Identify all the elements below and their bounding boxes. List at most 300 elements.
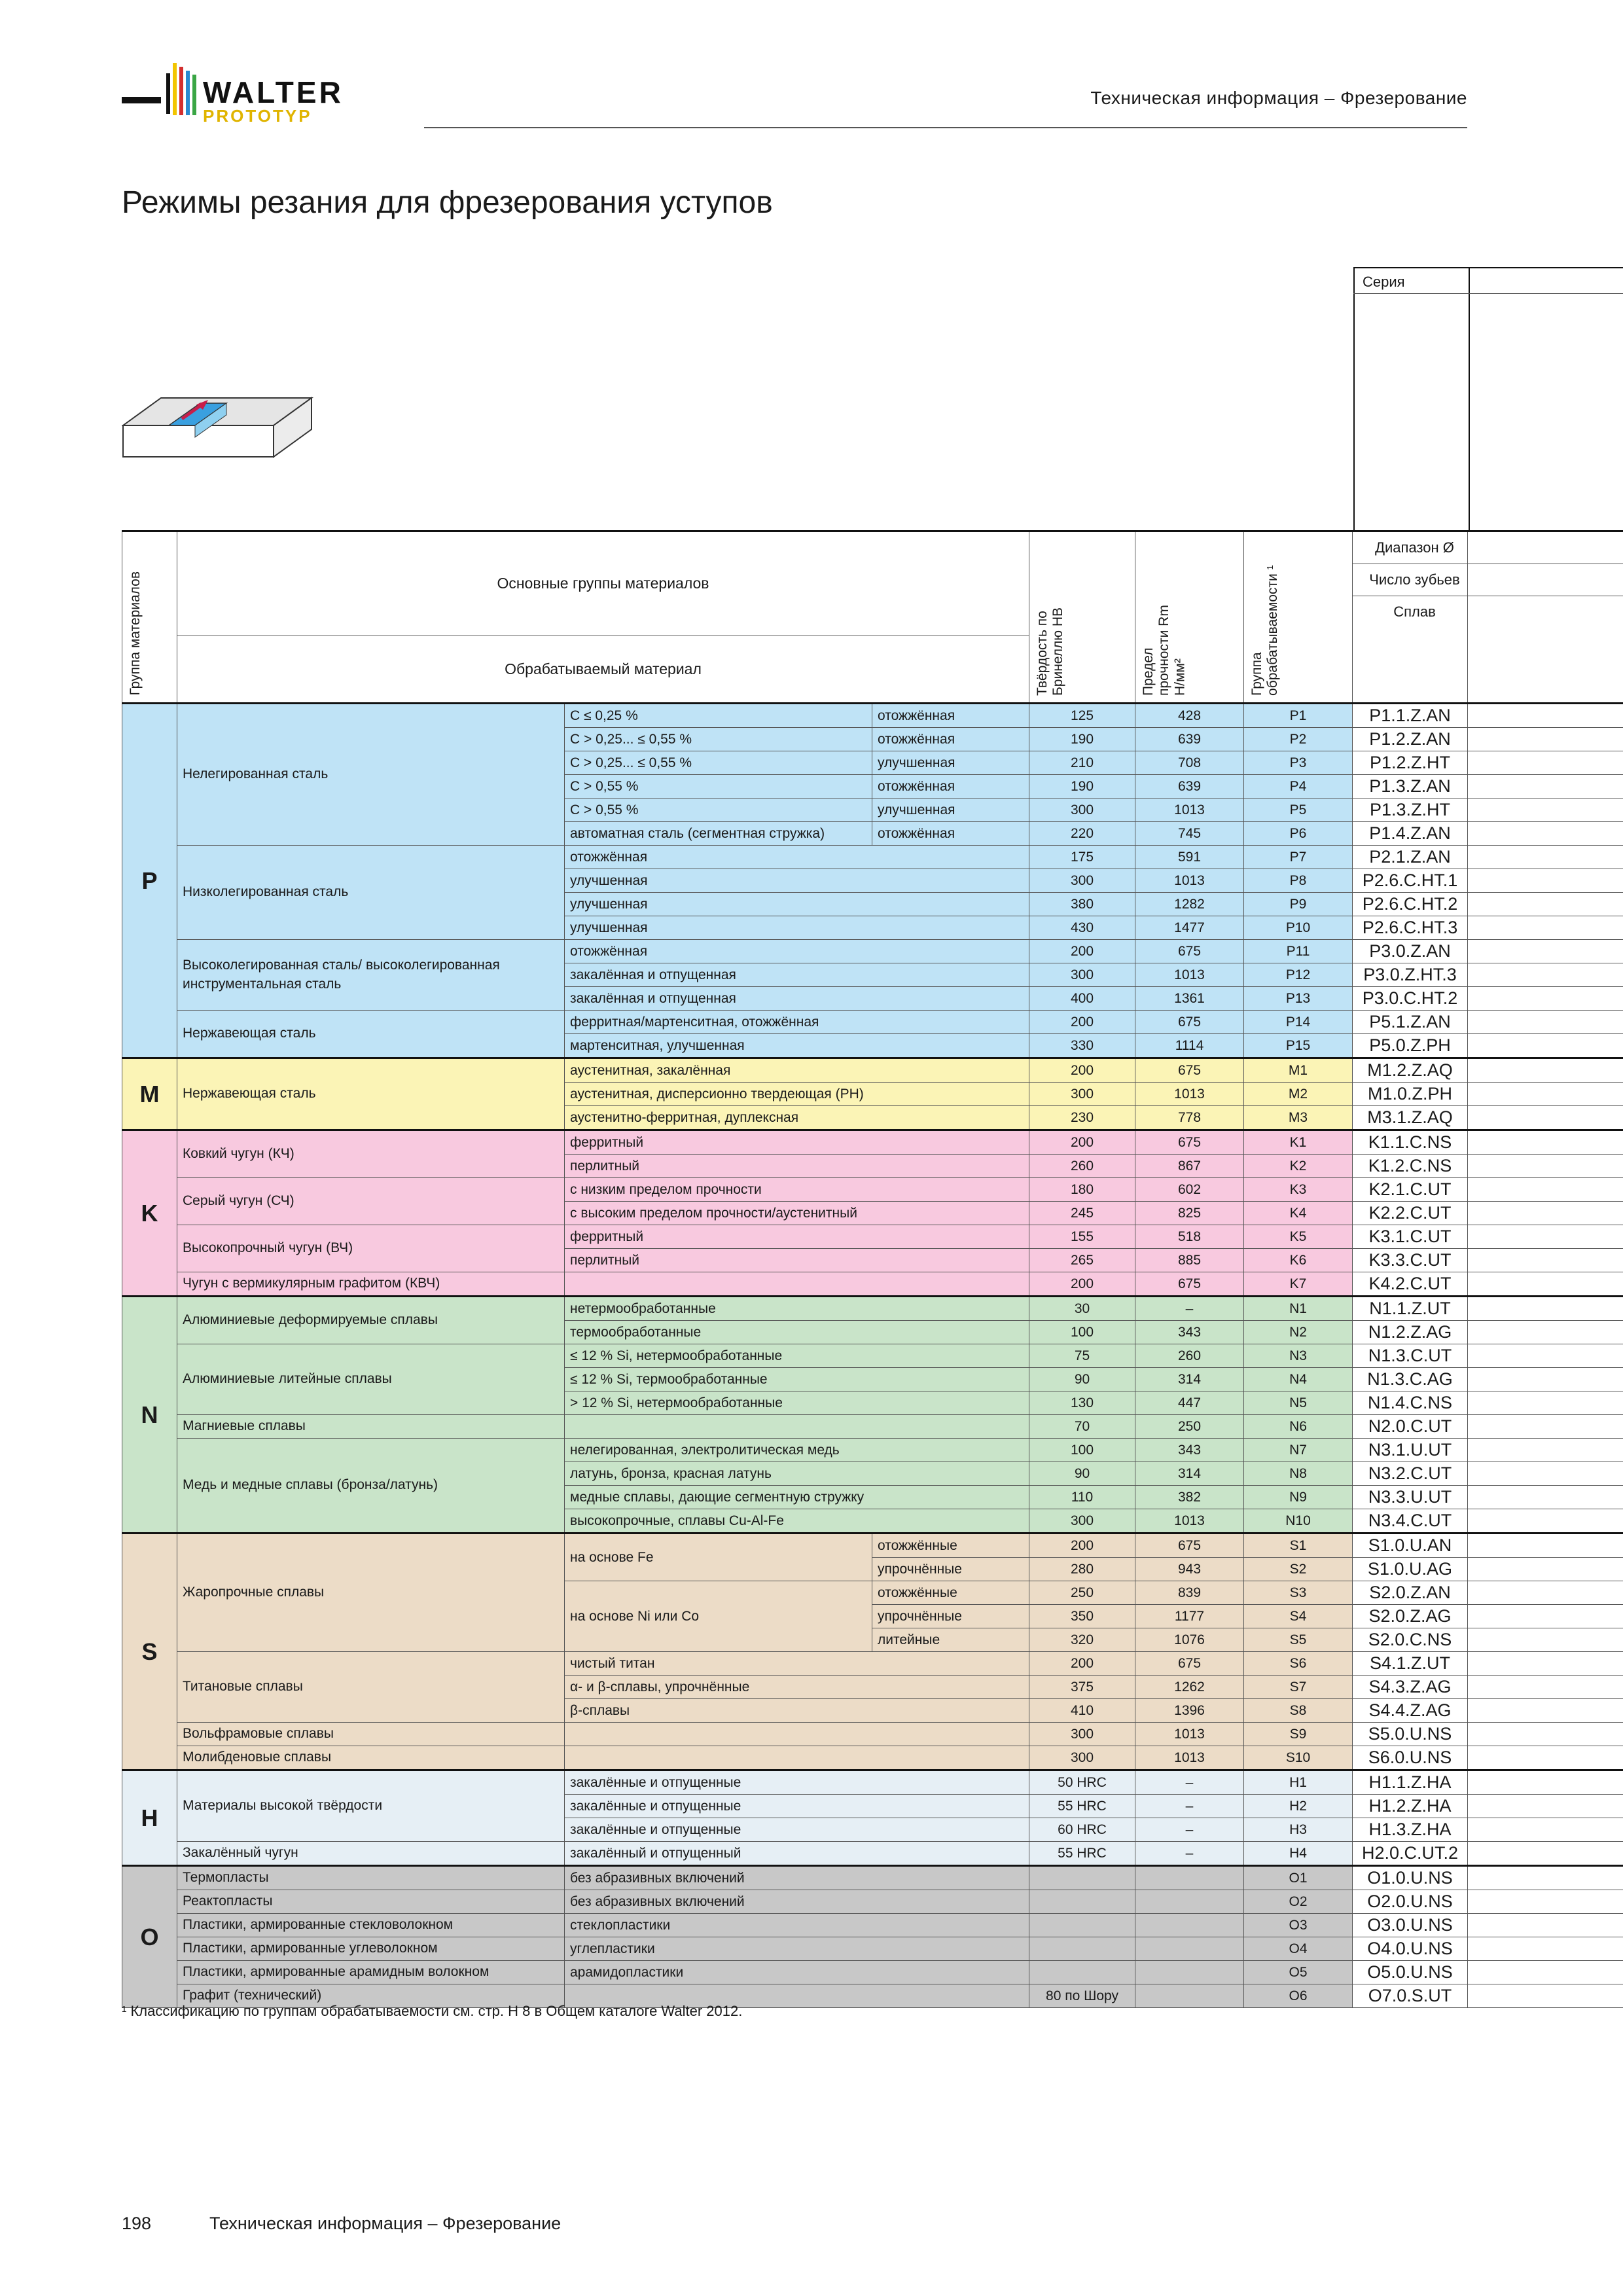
material-category: Пластики, армированные углеволокном bbox=[177, 1937, 565, 1961]
strength-value: 518 bbox=[1135, 1225, 1244, 1249]
material-code: S4.3.Z.AG bbox=[1353, 1676, 1468, 1699]
material-code: N3.4.C.UT bbox=[1353, 1509, 1468, 1534]
header-machined-material: Обрабатываемый материал bbox=[177, 636, 1029, 703]
machinability-group: K7 bbox=[1244, 1272, 1353, 1297]
empty-cell bbox=[1468, 1605, 1623, 1628]
material-category: Ковкий чугун (КЧ) bbox=[177, 1130, 565, 1178]
strength-value: 1013 bbox=[1135, 963, 1244, 987]
header-title: Техническая информация – Фрезерование bbox=[1090, 88, 1467, 108]
material-code: S4.4.Z.AG bbox=[1353, 1699, 1468, 1723]
series-header-box bbox=[1353, 267, 1623, 531]
material-subtype: ферритный bbox=[565, 1130, 1029, 1155]
material-code: P2.6.C.HT.3 bbox=[1353, 916, 1468, 940]
material-code: O2.0.U.NS bbox=[1353, 1890, 1468, 1914]
material-code: N1.4.C.NS bbox=[1353, 1391, 1468, 1415]
empty-cell bbox=[1468, 728, 1623, 751]
material-code: O5.0.U.NS bbox=[1353, 1961, 1468, 1984]
machinability-group: P14 bbox=[1244, 1011, 1353, 1034]
material-subtype: аустенитная, дисперсионно твердеющая (PH) bbox=[565, 1083, 1029, 1106]
material-category: Серый чугун (СЧ) bbox=[177, 1178, 565, 1225]
material-subtype: отожжённая bbox=[565, 940, 1029, 963]
footer-text: Техническая информация – Фрезерование bbox=[209, 2214, 562, 2233]
strength-value: 1013 bbox=[1135, 1746, 1244, 1770]
material-subtype: аустенитно-ферритная, дуплексная bbox=[565, 1106, 1029, 1130]
machinability-group: H2 bbox=[1244, 1795, 1353, 1818]
machinability-group: S7 bbox=[1244, 1676, 1353, 1699]
material-code: N3.3.U.UT bbox=[1353, 1486, 1468, 1509]
material-subtype: отожжённая bbox=[565, 846, 1029, 869]
empty-cell bbox=[1468, 1652, 1623, 1676]
empty-cell bbox=[1468, 1937, 1623, 1961]
material-code: O7.0.S.UT bbox=[1353, 1984, 1468, 2008]
material-code: K3.1.C.UT bbox=[1353, 1225, 1468, 1249]
material-code: O1.0.U.NS bbox=[1353, 1866, 1468, 1890]
table-row bbox=[122, 1723, 1623, 1746]
strength-value: – bbox=[1135, 1297, 1244, 1321]
machinability-group: S6 bbox=[1244, 1652, 1353, 1676]
empty-cell bbox=[1468, 1368, 1623, 1391]
empty-cell bbox=[1468, 1486, 1623, 1509]
group-letter: H bbox=[122, 1770, 177, 1866]
empty-cell bbox=[1468, 893, 1623, 916]
hardness-value: 30 bbox=[1029, 1297, 1135, 1321]
machinability-group: O5 bbox=[1244, 1961, 1353, 1984]
material-state: отожжённая bbox=[872, 775, 1029, 798]
teeth-label: Число зубьев bbox=[1353, 564, 1467, 596]
machinability-group: O3 bbox=[1244, 1914, 1353, 1937]
hardness-value: 220 bbox=[1029, 822, 1135, 846]
table-row bbox=[122, 1272, 1623, 1297]
header-material-group: Группа материалов bbox=[122, 531, 177, 704]
material-subtype bbox=[565, 1415, 1029, 1439]
empty-cell bbox=[1468, 1083, 1623, 1106]
machinability-group: N4 bbox=[1244, 1368, 1353, 1391]
material-category: Нержавеющая сталь bbox=[177, 1058, 565, 1130]
material-state: отожжённая bbox=[872, 822, 1029, 846]
strength-value: 343 bbox=[1135, 1439, 1244, 1462]
strength-value: 639 bbox=[1135, 775, 1244, 798]
strength-value: 1076 bbox=[1135, 1628, 1244, 1652]
material-subtype: > 12 % Si, нетермообработанные bbox=[565, 1391, 1029, 1415]
empty-cell bbox=[1468, 1509, 1623, 1534]
header-strength: Предел прочности Rm Н/мм² bbox=[1135, 531, 1244, 704]
material-code: M1.2.Z.AQ bbox=[1353, 1058, 1468, 1083]
machinability-group: M1 bbox=[1244, 1058, 1353, 1083]
table-row bbox=[122, 1937, 1623, 1961]
material-category: Нержавеющая сталь bbox=[177, 1011, 565, 1058]
empty-cell bbox=[1468, 1746, 1623, 1770]
strength-value: 1396 bbox=[1135, 1699, 1244, 1723]
hardness-value: 210 bbox=[1029, 751, 1135, 775]
empty-cell bbox=[1468, 1321, 1623, 1344]
material-code: S5.0.U.NS bbox=[1353, 1723, 1468, 1746]
strength-value bbox=[1135, 1866, 1244, 1890]
material-subtype: без абразивных включений bbox=[565, 1890, 1029, 1914]
hardness-value: 55 HRC bbox=[1029, 1842, 1135, 1866]
strength-value: 1013 bbox=[1135, 869, 1244, 893]
header-empty-column bbox=[1468, 531, 1623, 704]
hardness-value: 190 bbox=[1029, 728, 1135, 751]
material-category: Нелегированная сталь bbox=[177, 704, 565, 846]
material-subtype: улучшенная bbox=[565, 893, 1029, 916]
material-subtype: мартенситная, улучшенная bbox=[565, 1034, 1029, 1058]
material-code: P3.0.Z.AN bbox=[1353, 940, 1468, 963]
machinability-group: N3 bbox=[1244, 1344, 1353, 1368]
table-row bbox=[122, 1439, 1623, 1462]
strength-value: 250 bbox=[1135, 1415, 1244, 1439]
machinability-group: H4 bbox=[1244, 1842, 1353, 1866]
hardness-value: 125 bbox=[1029, 704, 1135, 728]
machinability-group: S4 bbox=[1244, 1605, 1353, 1628]
table-row bbox=[122, 1011, 1623, 1034]
material-subtype: ферритный bbox=[565, 1225, 1029, 1249]
hardness-value: 350 bbox=[1029, 1605, 1135, 1628]
material-state: литейные bbox=[872, 1628, 1029, 1652]
machinability-group: K4 bbox=[1244, 1202, 1353, 1225]
hardness-value: 430 bbox=[1029, 916, 1135, 940]
machinability-group: P9 bbox=[1244, 893, 1353, 916]
strength-value: 885 bbox=[1135, 1249, 1244, 1272]
material-subtype: ≤ 12 % Si, нетермообработанные bbox=[565, 1344, 1029, 1368]
strength-value: 639 bbox=[1135, 728, 1244, 751]
strength-value: – bbox=[1135, 1795, 1244, 1818]
strength-value bbox=[1135, 1937, 1244, 1961]
empty-cell bbox=[1468, 1914, 1623, 1937]
empty-cell bbox=[1468, 1462, 1623, 1486]
hardness-value: 410 bbox=[1029, 1699, 1135, 1723]
material-subtype: высокопрочные, сплавы Cu-Al-Fe bbox=[565, 1509, 1029, 1534]
material-category: Чугун с вермикулярным графитом (КВЧ) bbox=[177, 1272, 565, 1297]
hardness-value: 200 bbox=[1029, 940, 1135, 963]
material-code: S1.0.U.AN bbox=[1353, 1534, 1468, 1558]
empty-cell bbox=[1468, 1225, 1623, 1249]
hardness-value: 250 bbox=[1029, 1581, 1135, 1605]
strength-value: 1013 bbox=[1135, 1723, 1244, 1746]
material-code: P2.1.Z.AN bbox=[1353, 846, 1468, 869]
material-code: P2.6.C.HT.2 bbox=[1353, 893, 1468, 916]
empty-cell bbox=[1468, 1676, 1623, 1699]
machinability-group: O4 bbox=[1244, 1937, 1353, 1961]
header-tool-params bbox=[1353, 531, 1468, 704]
material-code: M3.1.Z.AQ bbox=[1353, 1106, 1468, 1130]
material-subtype: латунь, бронза, красная латунь bbox=[565, 1462, 1029, 1486]
material-subtype: закалённые и отпущенные bbox=[565, 1770, 1029, 1795]
empty-cell bbox=[1468, 1202, 1623, 1225]
empty-cell bbox=[1468, 1558, 1623, 1581]
hardness-value: 380 bbox=[1029, 893, 1135, 916]
hardness-value: 100 bbox=[1029, 1321, 1135, 1344]
strength-value: 675 bbox=[1135, 1652, 1244, 1676]
empty-cell bbox=[1468, 1178, 1623, 1202]
strength-value: 382 bbox=[1135, 1486, 1244, 1509]
hardness-value: 90 bbox=[1029, 1462, 1135, 1486]
empty-cell bbox=[1468, 1249, 1623, 1272]
material-category: Алюминиевые деформируемые сплавы bbox=[177, 1297, 565, 1344]
page-number: 198 bbox=[122, 2214, 152, 2233]
strength-value: 314 bbox=[1135, 1462, 1244, 1486]
material-category: Реактопласты bbox=[177, 1890, 565, 1914]
material-subtype: закалённая и отпущенная bbox=[565, 963, 1029, 987]
machinability-group: P2 bbox=[1244, 728, 1353, 751]
hardness-value: 320 bbox=[1029, 1628, 1135, 1652]
hardness-value: 100 bbox=[1029, 1439, 1135, 1462]
material-subtype: ферритная/мартенситная, отожжённая bbox=[565, 1011, 1029, 1034]
material-code: S4.1.Z.UT bbox=[1353, 1652, 1468, 1676]
machinability-group: P6 bbox=[1244, 822, 1353, 846]
strength-value: 708 bbox=[1135, 751, 1244, 775]
machinability-group: N9 bbox=[1244, 1486, 1353, 1509]
machinability-group: N1 bbox=[1244, 1297, 1353, 1321]
table-row bbox=[122, 1961, 1623, 1984]
material-code: P3.0.C.HT.2 bbox=[1353, 987, 1468, 1011]
machinability-group: M2 bbox=[1244, 1083, 1353, 1106]
material-code: N1.2.Z.AG bbox=[1353, 1321, 1468, 1344]
header-hardness: Твёрдость по Бринеллю HB bbox=[1029, 531, 1135, 704]
hardness-value: 200 bbox=[1029, 1011, 1135, 1034]
strength-value: 1262 bbox=[1135, 1676, 1244, 1699]
material-code: H2.0.C.UT.2 bbox=[1353, 1842, 1468, 1866]
machinability-group: P12 bbox=[1244, 963, 1353, 987]
empty-cell bbox=[1468, 1984, 1623, 2008]
material-state: отожжённые bbox=[872, 1534, 1029, 1558]
hardness-value: 260 bbox=[1029, 1155, 1135, 1178]
machinability-group: P7 bbox=[1244, 846, 1353, 869]
material-code: K1.2.C.NS bbox=[1353, 1155, 1468, 1178]
strength-value: 943 bbox=[1135, 1558, 1244, 1581]
material-state: упрочнённые bbox=[872, 1558, 1029, 1581]
machinability-group: P8 bbox=[1244, 869, 1353, 893]
machinability-group: N5 bbox=[1244, 1391, 1353, 1415]
material-category: Медь и медные сплавы (бронза/латунь) bbox=[177, 1439, 565, 1534]
hardness-value: 130 bbox=[1029, 1391, 1135, 1415]
hardness-value: 200 bbox=[1029, 1272, 1135, 1297]
hardness-value: 300 bbox=[1029, 963, 1135, 987]
material-category: Закалённый чугун bbox=[177, 1842, 565, 1866]
walter-prototyp-logo bbox=[122, 56, 403, 135]
material-subtype: без абразивных включений bbox=[565, 1866, 1029, 1890]
empty-cell bbox=[1468, 1866, 1623, 1890]
material-subtype: нелегированная, электролитическая медь bbox=[565, 1439, 1029, 1462]
hardness-value bbox=[1029, 1961, 1135, 1984]
material-state: улучшенная bbox=[872, 751, 1029, 775]
empty-cell bbox=[1468, 869, 1623, 893]
material-subtype: стеклопластики bbox=[565, 1914, 1029, 1937]
strength-value bbox=[1135, 1984, 1244, 2008]
material-subtype: углепластики bbox=[565, 1937, 1029, 1961]
hardness-value: 90 bbox=[1029, 1368, 1135, 1391]
material-category: Высоколегированная сталь/ высоколегированная инструментальная сталь bbox=[177, 940, 565, 1011]
material-subtype bbox=[565, 1272, 1029, 1297]
material-subtype: закалённая и отпущенная bbox=[565, 987, 1029, 1011]
table-row bbox=[122, 846, 1623, 869]
hardness-value: 70 bbox=[1029, 1415, 1135, 1439]
machinability-group: H3 bbox=[1244, 1818, 1353, 1842]
material-category: Термопласты bbox=[177, 1866, 565, 1890]
table-row bbox=[122, 1866, 1623, 1890]
empty-cell bbox=[1468, 1155, 1623, 1178]
machinability-group: N2 bbox=[1244, 1321, 1353, 1344]
empty-cell bbox=[1468, 1344, 1623, 1368]
strength-value: – bbox=[1135, 1818, 1244, 1842]
machinability-group: S9 bbox=[1244, 1723, 1353, 1746]
hardness-value: 230 bbox=[1029, 1106, 1135, 1130]
machinability-group: O6 bbox=[1244, 1984, 1353, 2008]
material-state: упрочнённые bbox=[872, 1605, 1029, 1628]
machinability-group: P15 bbox=[1244, 1034, 1353, 1058]
strength-value: 1013 bbox=[1135, 798, 1244, 822]
strength-value: 675 bbox=[1135, 1058, 1244, 1083]
strength-value: 675 bbox=[1135, 1534, 1244, 1558]
hardness-value: 400 bbox=[1029, 987, 1135, 1011]
hardness-value: 300 bbox=[1029, 798, 1135, 822]
material-subtype: C > 0,25... ≤ 0,55 % bbox=[565, 751, 872, 775]
strength-value: 675 bbox=[1135, 940, 1244, 963]
material-subtype: C > 0,55 % bbox=[565, 798, 872, 822]
empty-cell bbox=[1468, 1391, 1623, 1415]
empty-cell bbox=[1468, 1961, 1623, 1984]
material-code: H1.1.Z.HA bbox=[1353, 1770, 1468, 1795]
material-subtype: перлитный bbox=[565, 1155, 1029, 1178]
group-letter: N bbox=[122, 1297, 177, 1534]
material-category: Титановые сплавы bbox=[177, 1652, 565, 1723]
machinability-group: O2 bbox=[1244, 1890, 1353, 1914]
strength-value: 825 bbox=[1135, 1202, 1244, 1225]
material-subtype: β-сплавы bbox=[565, 1699, 1029, 1723]
material-code: H1.3.Z.HA bbox=[1353, 1818, 1468, 1842]
table-row bbox=[122, 1225, 1623, 1249]
material-category: Пластики, армированные стекловолокном bbox=[177, 1914, 565, 1937]
group-letter: M bbox=[122, 1058, 177, 1130]
empty-cell bbox=[1468, 1842, 1623, 1866]
machinability-group: S5 bbox=[1244, 1628, 1353, 1652]
hardness-value: 200 bbox=[1029, 1130, 1135, 1155]
strength-value: 602 bbox=[1135, 1178, 1244, 1202]
hardness-value: 280 bbox=[1029, 1558, 1135, 1581]
hardness-value: 200 bbox=[1029, 1058, 1135, 1083]
machinability-group: S1 bbox=[1244, 1534, 1353, 1558]
material-state: улучшенная bbox=[872, 798, 1029, 822]
series-label: Серия bbox=[1363, 274, 1405, 290]
material-code: M1.0.Z.PH bbox=[1353, 1083, 1468, 1106]
empty-cell bbox=[1468, 798, 1623, 822]
material-code: N1.1.Z.UT bbox=[1353, 1297, 1468, 1321]
machinability-group: N8 bbox=[1244, 1462, 1353, 1486]
material-subtype bbox=[565, 1746, 1029, 1770]
hardness-value: 75 bbox=[1029, 1344, 1135, 1368]
material-category: Графит (технический) bbox=[177, 1984, 565, 2008]
hardness-value: 245 bbox=[1029, 1202, 1135, 1225]
group-letter: S bbox=[122, 1534, 177, 1770]
empty-cell bbox=[1468, 1818, 1623, 1842]
material-code: P1.3.Z.AN bbox=[1353, 775, 1468, 798]
strength-value: 867 bbox=[1135, 1155, 1244, 1178]
hardness-value: 50 HRC bbox=[1029, 1770, 1135, 1795]
strength-value: 447 bbox=[1135, 1391, 1244, 1415]
empty-cell bbox=[1468, 822, 1623, 846]
material-code: P1.2.Z.AN bbox=[1353, 728, 1468, 751]
machinability-group: K2 bbox=[1244, 1155, 1353, 1178]
machinability-group: P10 bbox=[1244, 916, 1353, 940]
material-category: Магниевые сплавы bbox=[177, 1415, 565, 1439]
machinability-group: P3 bbox=[1244, 751, 1353, 775]
empty-cell bbox=[1468, 1770, 1623, 1795]
material-category: Низколегированная сталь bbox=[177, 846, 565, 940]
hardness-value: 55 HRC bbox=[1029, 1795, 1135, 1818]
hardness-value: 60 HRC bbox=[1029, 1818, 1135, 1842]
logo-sub-text: PROTOTYP bbox=[203, 106, 312, 126]
material-subtype: автоматная сталь (сегментная стружка) bbox=[565, 822, 872, 846]
hardness-value bbox=[1029, 1890, 1135, 1914]
material-subtype: нетермообработанные bbox=[565, 1297, 1029, 1321]
page-title: Режимы резания для фрезерования уступов bbox=[122, 185, 773, 220]
strength-value: 675 bbox=[1135, 1130, 1244, 1155]
empty-cell bbox=[1468, 963, 1623, 987]
machinability-group: S3 bbox=[1244, 1581, 1353, 1605]
empty-cell bbox=[1468, 1795, 1623, 1818]
machinability-group: P11 bbox=[1244, 940, 1353, 963]
material-subtype: с низким пределом прочности bbox=[565, 1178, 1029, 1202]
machinability-group: O1 bbox=[1244, 1866, 1353, 1890]
material-code: S6.0.U.NS bbox=[1353, 1746, 1468, 1770]
strength-value: 314 bbox=[1135, 1368, 1244, 1391]
empty-cell bbox=[1468, 1297, 1623, 1321]
material-subtype: улучшенная bbox=[565, 869, 1029, 893]
machinability-group: K1 bbox=[1244, 1130, 1353, 1155]
material-code: P1.2.Z.HT bbox=[1353, 751, 1468, 775]
hardness-value: 300 bbox=[1029, 1509, 1135, 1534]
material-subtype: чистый титан bbox=[565, 1652, 1029, 1676]
machinability-group: N7 bbox=[1244, 1439, 1353, 1462]
empty-cell bbox=[1468, 1130, 1623, 1155]
empty-cell bbox=[1468, 704, 1623, 728]
hardness-value bbox=[1029, 1937, 1135, 1961]
empty-cell bbox=[1468, 1439, 1623, 1462]
material-code: S2.0.Z.AG bbox=[1353, 1605, 1468, 1628]
machinability-group: H1 bbox=[1244, 1770, 1353, 1795]
machinability-group: S8 bbox=[1244, 1699, 1353, 1723]
table-row bbox=[122, 1058, 1623, 1083]
hardness-value: 300 bbox=[1029, 1723, 1135, 1746]
strength-value: 591 bbox=[1135, 846, 1244, 869]
material-subtype: закалённые и отпущенные bbox=[565, 1795, 1029, 1818]
machinability-group: S2 bbox=[1244, 1558, 1353, 1581]
hardness-value bbox=[1029, 1914, 1135, 1937]
material-category: Пластики, армированные арамидным волокном bbox=[177, 1961, 565, 1984]
material-subtype: на основе Fe bbox=[565, 1534, 872, 1581]
material-code: P1.1.Z.AN bbox=[1353, 704, 1468, 728]
empty-cell bbox=[1468, 1628, 1623, 1652]
strength-value: 343 bbox=[1135, 1321, 1244, 1344]
empty-cell bbox=[1468, 940, 1623, 963]
group-letter: O bbox=[122, 1866, 177, 2008]
material-code: P2.6.C.HT.1 bbox=[1353, 869, 1468, 893]
material-code: K2.1.C.UT bbox=[1353, 1178, 1468, 1202]
material-code: N1.3.C.UT bbox=[1353, 1344, 1468, 1368]
material-subtype: перлитный bbox=[565, 1249, 1029, 1272]
material-category: Жаропрочные сплавы bbox=[177, 1534, 565, 1652]
material-code: P3.0.Z.HT.3 bbox=[1353, 963, 1468, 987]
strength-value bbox=[1135, 1914, 1244, 1937]
empty-cell bbox=[1468, 1106, 1623, 1130]
material-category: Высокопрочный чугун (ВЧ) bbox=[177, 1225, 565, 1272]
strength-value: 1114 bbox=[1135, 1034, 1244, 1058]
material-code: N2.0.C.UT bbox=[1353, 1415, 1468, 1439]
material-category: Алюминиевые литейные сплавы bbox=[177, 1344, 565, 1415]
material-state: отожжённая bbox=[872, 728, 1029, 751]
table-row bbox=[122, 1914, 1623, 1937]
hardness-value: 300 bbox=[1029, 1083, 1135, 1106]
table-row bbox=[122, 940, 1623, 963]
